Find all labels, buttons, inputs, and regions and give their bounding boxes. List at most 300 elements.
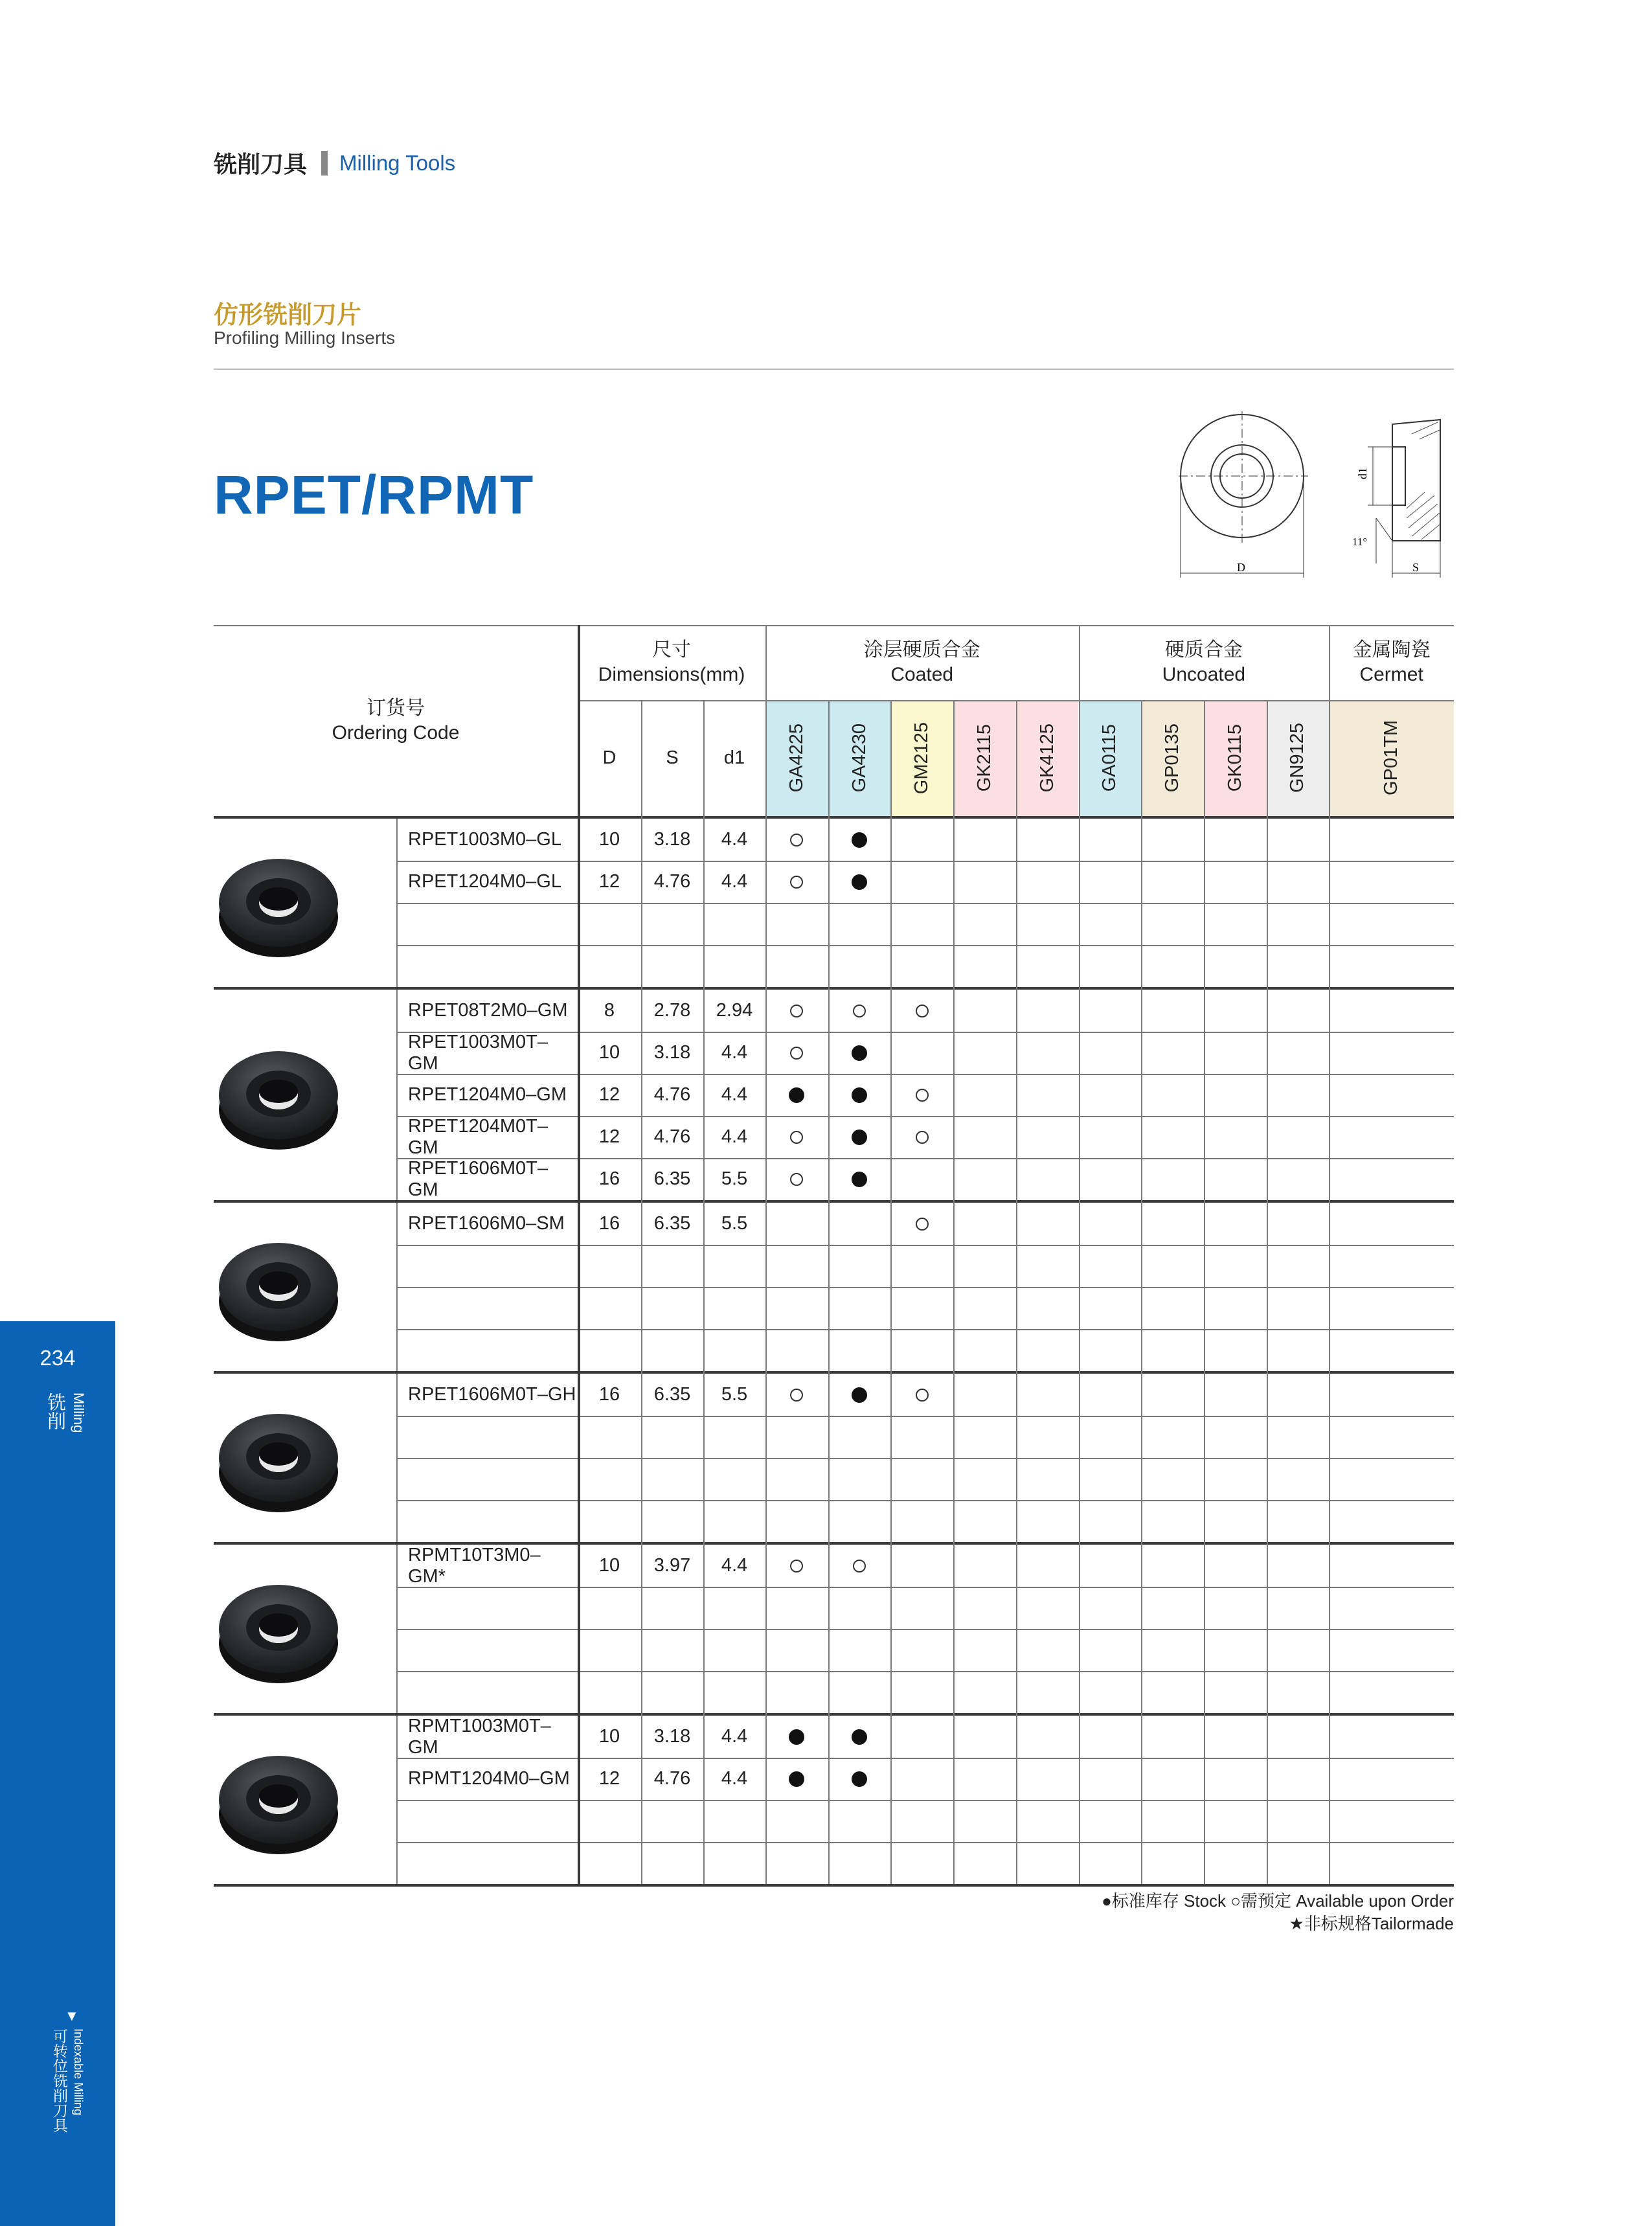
grade-cell	[890, 1203, 953, 1245]
grade-cell	[1267, 1587, 1330, 1629]
grade-cell	[1267, 1203, 1330, 1245]
grade-cell	[1204, 1329, 1267, 1371]
dimension-value: 6.35	[653, 1384, 691, 1405]
grade-cell	[1079, 819, 1142, 861]
order-ring-icon	[916, 1131, 929, 1144]
dimension-cell	[578, 1287, 641, 1329]
grade-cell	[1267, 1758, 1330, 1800]
dimension-cell	[703, 1716, 765, 1758]
order-ring-icon	[853, 1005, 866, 1017]
grade-cell	[1329, 861, 1454, 903]
dimension-cell	[578, 1458, 641, 1500]
ordering-code-cell	[396, 1374, 578, 1416]
coated-cn: 涂层硬质合金	[863, 639, 980, 661]
svg-text:D: D	[1237, 561, 1245, 574]
ordering-code: RPET1606M0T–GM	[408, 1157, 548, 1200]
dimension-cell	[578, 1374, 641, 1416]
dimension-value: 3.18	[653, 829, 691, 850]
dimension-cell	[703, 1458, 765, 1500]
ordering-code: RPMT1003M0T–GM	[408, 1715, 551, 1758]
grade-cell	[1267, 1287, 1330, 1329]
svg-text:11°: 11°	[1352, 536, 1368, 548]
grade-cell	[1329, 1500, 1454, 1542]
dimension-cell	[641, 1629, 703, 1671]
grade-cell	[1079, 1158, 1142, 1200]
dimension-value: 5.5	[721, 1213, 748, 1234]
grade-cell	[953, 1329, 1016, 1371]
grade-cell	[765, 1500, 828, 1542]
grade-cell	[890, 1587, 953, 1629]
dimension-value: 4.4	[721, 1042, 748, 1063]
grade-cell	[1141, 1716, 1204, 1758]
grade-cell	[1267, 1032, 1330, 1074]
grade-name: GK4125	[1036, 723, 1058, 793]
product-title: RPET/RPMT	[214, 464, 534, 525]
grade-cell	[1141, 1587, 1204, 1629]
grade-cell	[1329, 819, 1454, 861]
grade-cell	[1267, 1545, 1330, 1587]
grade-name: GK2115	[973, 724, 995, 792]
dimension-cell	[578, 1416, 641, 1458]
cermet-cn: 金属陶瓷	[1352, 639, 1431, 661]
insert-photo	[214, 1571, 343, 1687]
dimension-cell	[578, 1800, 641, 1842]
dimension-cell	[703, 1587, 765, 1629]
ordering-code-cell	[396, 1287, 578, 1329]
insert-photo	[214, 1229, 343, 1345]
dimension-value: 4.4	[721, 1768, 748, 1789]
dimension-cell	[703, 1245, 765, 1287]
grade-cell	[953, 1245, 1016, 1287]
grade-cell	[890, 1158, 953, 1200]
grade-cell	[1329, 1545, 1454, 1587]
order-ring-icon	[916, 1218, 929, 1231]
grade-cell	[765, 1458, 828, 1500]
grade-cell	[1329, 945, 1454, 987]
ordering-code-cell	[396, 1758, 578, 1800]
grade-cell	[765, 1074, 828, 1116]
grade-cell	[1141, 1074, 1204, 1116]
table-rule	[1079, 625, 1080, 1884]
dimension-cell	[641, 1245, 703, 1287]
dimension-value: 6.35	[653, 1168, 691, 1189]
grade-cell	[1079, 903, 1142, 945]
grade-header-cell	[1141, 700, 1204, 816]
grade-cell	[890, 1500, 953, 1542]
dimensions-en: Dimensions(mm)	[598, 664, 745, 685]
grade-cell	[953, 1458, 1016, 1500]
grade-cell	[1141, 1203, 1204, 1245]
dimension-cell	[641, 1716, 703, 1758]
grade-cell	[1141, 1245, 1204, 1287]
grade-cell	[1267, 1416, 1330, 1458]
grade-header-cell	[890, 700, 953, 816]
legend-tailormade: ★非标规格Tailormade	[1289, 1914, 1454, 1933]
stock-dot-icon	[852, 1172, 867, 1187]
ordering-code: RPMT1204M0–GM	[408, 1768, 570, 1789]
ordering-code-cell	[396, 1158, 578, 1200]
dimension-cell	[641, 903, 703, 945]
dimension-cell	[703, 1158, 765, 1200]
grade-cell	[1079, 1545, 1142, 1587]
ordering-code: RPET1606M0T–GH	[408, 1384, 576, 1405]
dimension-cell	[578, 1329, 641, 1371]
dimension-value: 6.35	[653, 1213, 691, 1234]
ordering-code: RPET1606M0–SM	[408, 1213, 565, 1234]
grade-cell	[765, 903, 828, 945]
dimension-col-header	[641, 700, 703, 816]
grade-cell	[1204, 1716, 1267, 1758]
side-tab-en: Milling	[71, 1392, 87, 1433]
grade-cell	[890, 945, 953, 987]
grade-cell	[765, 1032, 828, 1074]
dimension-cell	[641, 861, 703, 903]
grade-cell	[1329, 1458, 1454, 1500]
cermet-en: Cermet	[1359, 664, 1423, 685]
grade-cell	[1329, 1245, 1454, 1287]
grade-cell	[828, 1287, 891, 1329]
dimension-cell	[703, 990, 765, 1032]
coated-en: Coated	[890, 664, 954, 685]
order-ring-icon	[790, 1005, 803, 1017]
dimension-cell	[578, 1758, 641, 1800]
ordering-code-cell	[396, 1716, 578, 1758]
grade-cell	[1329, 903, 1454, 945]
dimension-cell	[641, 1671, 703, 1713]
grade-cell	[828, 819, 891, 861]
grade-cell	[953, 861, 1016, 903]
grade-cell	[1079, 1716, 1142, 1758]
grade-cell	[1079, 1671, 1142, 1713]
grade-name: GN9125	[1287, 723, 1308, 793]
ordering-code-cell	[396, 1116, 578, 1158]
grade-cell	[765, 990, 828, 1032]
grade-cell	[1204, 1800, 1267, 1842]
grade-cell	[765, 1374, 828, 1416]
dimension-value: 2.78	[653, 1000, 691, 1021]
grade-cell	[828, 1758, 891, 1800]
grade-cell	[890, 1716, 953, 1758]
grade-cell	[1079, 945, 1142, 987]
grade-cell	[890, 1629, 953, 1671]
grade-cell	[1267, 903, 1330, 945]
table-rule	[953, 700, 955, 1884]
table-rule	[641, 700, 642, 1884]
grade-cell	[765, 1842, 828, 1884]
ordering-code: RPET08T2M0–GM	[408, 1000, 568, 1021]
grade-cell	[1267, 1629, 1330, 1671]
grade-cell	[1267, 861, 1330, 903]
grade-cell	[1267, 1800, 1330, 1842]
table-rule	[214, 1884, 1454, 1887]
grade-name: GM2125	[911, 721, 933, 795]
grade-cell	[1204, 1374, 1267, 1416]
svg-text:d1: d1	[1356, 468, 1369, 479]
stock-dot-icon	[852, 1729, 867, 1745]
dimension-value: 10	[598, 829, 620, 850]
grade-cell	[1141, 819, 1204, 861]
grade-cell	[1267, 1116, 1330, 1158]
grade-cell	[1141, 1416, 1204, 1458]
dimension-value: 8	[604, 1000, 615, 1021]
ordering-code: RPET1204M0–GM	[408, 1084, 567, 1105]
grade-cell	[1267, 990, 1330, 1032]
dimension-cell	[703, 1203, 765, 1245]
grade-cell	[828, 1329, 891, 1371]
dimension-col-label: D	[602, 747, 617, 768]
ordering-code-cell	[396, 1842, 578, 1884]
dimensions-header	[578, 625, 765, 700]
table-rule	[1204, 700, 1205, 1884]
grade-cell	[1329, 1116, 1454, 1158]
dimension-value: 12	[598, 1768, 620, 1789]
ordering-code-cell	[396, 1800, 578, 1842]
table-rule	[396, 990, 398, 1200]
grade-cell	[765, 819, 828, 861]
table-rule	[396, 1716, 398, 1884]
dimension-cell	[703, 1545, 765, 1587]
dimension-cell	[641, 1203, 703, 1245]
grade-cell	[1079, 1074, 1142, 1116]
ordering-code-cn: 订货号	[367, 697, 425, 719]
grade-cell	[1329, 1158, 1454, 1200]
cermet-header	[1329, 625, 1454, 700]
grade-cell	[1267, 1329, 1330, 1371]
order-ring-icon	[916, 1005, 929, 1017]
ordering-code-cell	[396, 1329, 578, 1371]
grade-cell	[765, 861, 828, 903]
dimension-cell	[703, 1758, 765, 1800]
stock-dot-icon	[852, 1771, 867, 1787]
ordering-code-en: Ordering Code	[332, 721, 460, 744]
grade-name: GA0115	[1099, 724, 1120, 792]
dimension-value: 3.18	[653, 1726, 691, 1747]
grade-cell	[1267, 1500, 1330, 1542]
grade-cell	[1329, 1587, 1454, 1629]
grade-cell	[1204, 1842, 1267, 1884]
table-rule	[890, 700, 892, 1884]
dimension-value: 2.94	[716, 1000, 753, 1021]
dimension-value: 4.4	[721, 871, 748, 892]
grade-cell	[1141, 1032, 1204, 1074]
dimension-value: 5.5	[721, 1168, 748, 1189]
grade-cell	[828, 1671, 891, 1713]
ordering-code-cell	[396, 1671, 578, 1713]
grade-cell	[1267, 1074, 1330, 1116]
grade-cell	[828, 990, 891, 1032]
grade-cell	[828, 1158, 891, 1200]
grade-cell	[1079, 1329, 1142, 1371]
grade-cell	[953, 1800, 1016, 1842]
grade-cell	[1016, 1842, 1079, 1884]
dimension-value: 12	[598, 871, 620, 892]
grade-cell	[828, 1587, 891, 1629]
grade-cell	[1079, 1245, 1142, 1287]
insert-photo	[214, 1400, 343, 1516]
dimension-cell	[703, 819, 765, 861]
stock-dot-icon	[852, 832, 867, 848]
grade-cell	[1204, 903, 1267, 945]
dimension-cell	[578, 1203, 641, 1245]
grade-cell	[890, 861, 953, 903]
ordering-code-cell	[396, 1458, 578, 1500]
grade-cell	[1141, 1800, 1204, 1842]
grade-cell	[953, 1671, 1016, 1713]
grade-cell	[890, 1287, 953, 1329]
grade-cell	[1141, 1116, 1204, 1158]
grade-cell	[828, 1716, 891, 1758]
grade-cell	[1141, 1329, 1204, 1371]
dimension-cell	[641, 1074, 703, 1116]
dimension-value: 4.4	[721, 1084, 748, 1105]
grade-cell	[1204, 1416, 1267, 1458]
grade-cell	[1204, 819, 1267, 861]
dimension-cell	[578, 861, 641, 903]
grade-cell	[890, 1800, 953, 1842]
grade-cell	[1016, 1629, 1079, 1671]
order-ring-icon	[853, 1560, 866, 1573]
grade-cell	[1141, 1374, 1204, 1416]
grade-cell	[1141, 861, 1204, 903]
grade-cell	[765, 1116, 828, 1158]
ordering-code: RPET1003M0–GL	[408, 829, 561, 850]
dimension-value: 4.4	[721, 1126, 748, 1147]
grade-cell	[1267, 1245, 1330, 1287]
dimension-cell	[578, 1671, 641, 1713]
dimension-value: 4.76	[653, 1768, 691, 1789]
svg-text:S: S	[1412, 561, 1420, 574]
dimension-value: 4.4	[721, 829, 748, 850]
table-rule	[578, 625, 580, 1884]
arrow-down-icon: ▼	[65, 2008, 79, 2024]
grade-name: GP01TM	[1381, 720, 1402, 796]
grade-cell	[1204, 1245, 1267, 1287]
dimension-value: 4.4	[721, 1726, 748, 1747]
grade-cell	[1079, 1587, 1142, 1629]
grade-cell	[1079, 1032, 1142, 1074]
grade-cell	[1204, 1032, 1267, 1074]
grade-cell	[1079, 1800, 1142, 1842]
order-ring-icon	[790, 1389, 803, 1402]
grade-cell	[1329, 1287, 1454, 1329]
ordering-code: RPET1204M0–GL	[408, 871, 561, 892]
grade-cell	[1204, 1587, 1267, 1629]
ordering-code-cell	[396, 1500, 578, 1542]
grade-cell	[1016, 1545, 1079, 1587]
grade-name: GP0135	[1162, 723, 1183, 793]
grade-cell	[1016, 1416, 1079, 1458]
grade-cell	[890, 1416, 953, 1458]
dimension-cell	[703, 1500, 765, 1542]
dimension-cell	[578, 1716, 641, 1758]
grade-cell	[1204, 1116, 1267, 1158]
dimension-cell	[641, 1545, 703, 1587]
grade-cell	[1329, 1203, 1454, 1245]
table-rule	[214, 625, 1454, 626]
grade-cell	[1079, 1203, 1142, 1245]
order-ring-icon	[790, 1047, 803, 1060]
table-rule	[396, 1374, 398, 1542]
grade-cell	[1016, 1074, 1079, 1116]
dimension-col-header	[703, 700, 765, 816]
dimension-cell	[703, 1116, 765, 1158]
table-rule	[703, 700, 705, 1884]
grade-cell	[765, 1287, 828, 1329]
grade-header-cell	[1079, 700, 1142, 816]
dimension-value: 10	[598, 1042, 620, 1063]
dimension-cell	[703, 1374, 765, 1416]
grade-cell	[890, 903, 953, 945]
side-tab-cn: 铣削	[45, 1392, 65, 1430]
dimension-value: 4.76	[653, 1126, 691, 1147]
grade-cell	[1141, 1545, 1204, 1587]
grade-header-cell	[765, 700, 828, 816]
grade-cell	[1079, 1758, 1142, 1800]
grade-header-cell	[1016, 700, 1079, 816]
grade-cell	[1267, 1458, 1330, 1500]
ordering-code-cell	[396, 1629, 578, 1671]
grade-cell	[1141, 1287, 1204, 1329]
grade-cell	[1141, 1458, 1204, 1500]
grade-cell	[765, 1671, 828, 1713]
dimension-cell	[578, 1074, 641, 1116]
dimension-cell	[578, 1545, 641, 1587]
stock-dot-icon	[852, 874, 867, 890]
grade-cell	[890, 1245, 953, 1287]
grade-cell	[1079, 1116, 1142, 1158]
dimension-cell	[703, 1629, 765, 1671]
dimension-cell	[641, 945, 703, 987]
grade-cell	[1329, 1842, 1454, 1884]
dimension-cell	[578, 1500, 641, 1542]
dimension-cell	[578, 945, 641, 987]
dimension-cell	[641, 1158, 703, 1200]
grade-cell	[953, 903, 1016, 945]
grade-name: GK0115	[1224, 724, 1245, 792]
grade-cell	[1016, 903, 1079, 945]
grade-cell	[1079, 1500, 1142, 1542]
table-rule	[396, 1203, 398, 1371]
stock-dot-icon	[852, 1045, 867, 1061]
dimension-value: 4.76	[653, 1084, 691, 1105]
dimension-cell	[641, 1329, 703, 1371]
dimension-value: 12	[598, 1126, 620, 1147]
dimension-cell	[578, 1116, 641, 1158]
grade-cell	[1016, 1203, 1079, 1245]
grade-cell	[1329, 1758, 1454, 1800]
grade-cell	[1329, 1329, 1454, 1371]
grade-cell	[828, 945, 891, 987]
page-number: 234	[40, 1346, 76, 1370]
stock-dot-icon	[852, 1130, 867, 1145]
dimension-cell	[641, 819, 703, 861]
dimension-cell	[703, 903, 765, 945]
grade-cell	[1079, 861, 1142, 903]
dimension-col-label: S	[666, 747, 679, 768]
grade-cell	[1016, 861, 1079, 903]
grade-cell	[765, 1203, 828, 1245]
grade-cell	[890, 1758, 953, 1800]
order-ring-icon	[790, 834, 803, 846]
legend-stock: ●标准库存 Stock ○需预定 Available upon Order	[1102, 1891, 1454, 1911]
dimension-value: 12	[598, 1084, 620, 1105]
grade-cell	[828, 1842, 891, 1884]
dimension-col-label: d1	[723, 747, 745, 768]
dimension-cell	[578, 903, 641, 945]
grade-cell	[953, 945, 1016, 987]
dimension-cell	[578, 990, 641, 1032]
ordering-code-cell	[396, 1416, 578, 1458]
